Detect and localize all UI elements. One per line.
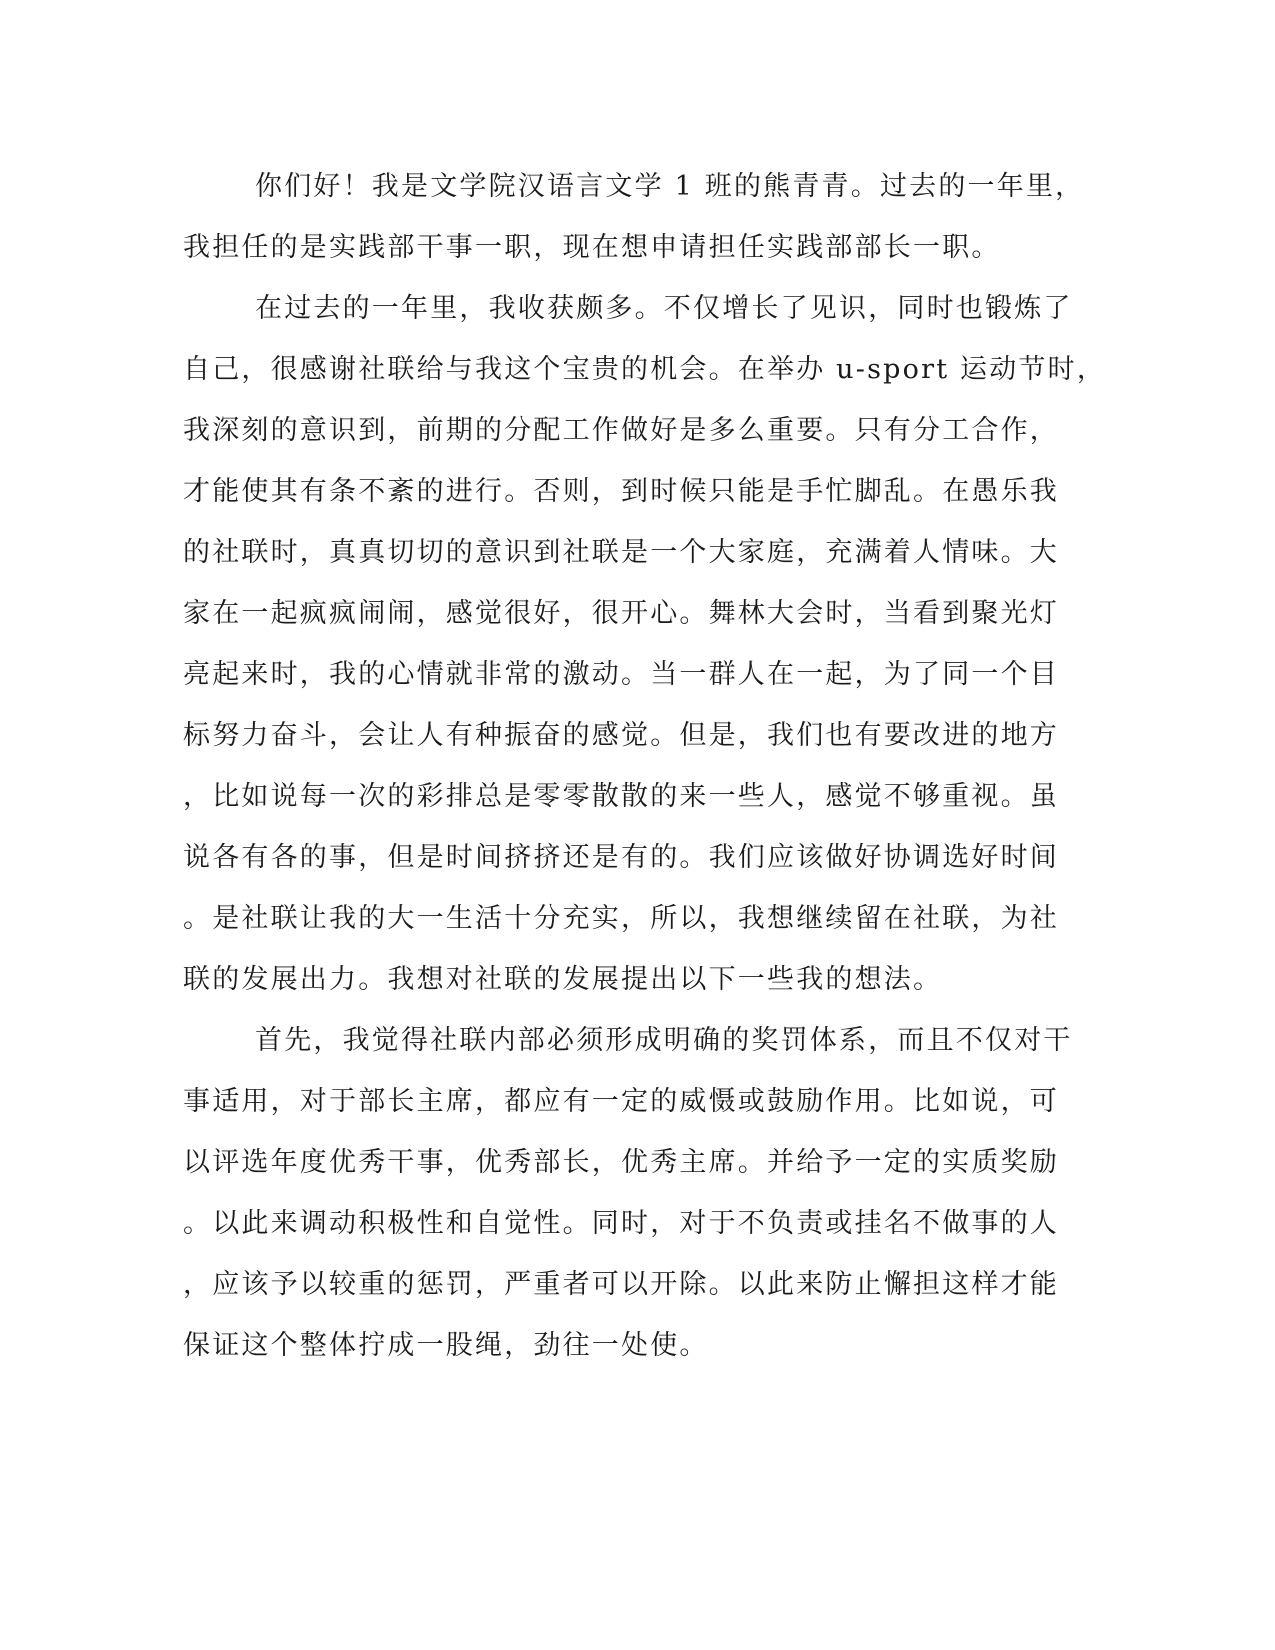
text-line: 我深刻的意识到，前期的分配工作做好是多么重要。只有分工合作， xyxy=(183,415,1059,446)
text-line: 联的发展出力。我想对社联的发展提出以下一些我的想法。 xyxy=(183,964,943,995)
paragraph-experience xyxy=(183,278,1107,1010)
text-line: ，比如说每一次的彩排总是零零散散的来一些人，感觉不够重视。虽 xyxy=(183,781,1059,812)
text-line: 的社联时，真真切切的意识到社联是一个大家庭，充满着人情味。大 xyxy=(183,537,1059,568)
text-line: 说各有各的事，但是时间挤挤还是有的。我们应该做好协调选好时间 xyxy=(183,842,1059,873)
text-line: 家在一起疯疯闹闹，感觉很好，很开心。舞林大会时，当看到聚光灯 xyxy=(183,598,1059,629)
text-line: 才能使其有条不紊的进行。否则，到时候只能是手忙脚乱。在愚乐我 xyxy=(183,476,1059,507)
text-line: 以评选年度优秀干事，优秀部长，优秀主席。并给予一定的实质奖励 xyxy=(183,1147,1059,1178)
text-line: 。以此来调动积极性和自觉性。同时，对于不负责或挂名不做事的人 xyxy=(183,1208,1059,1239)
text-line: 事适用，对于部长主席，都应有一定的威慑或鼓励作用。比如说，可 xyxy=(183,1086,1059,1117)
text-line: 你们好！我是文学院汉语言文学 1 班的熊青青。过去的一年里， xyxy=(255,171,1085,202)
text-line: 我担任的是实践部干事一职，现在想申请担任实践部部长一职。 xyxy=(183,232,1001,263)
text-line: 在过去的一年里，我收获颇多。不仅增长了见识，同时也锻炼了 xyxy=(255,293,1073,324)
text-line: 保证这个整体拧成一股绳，劲往一处使。 xyxy=(183,1330,709,1361)
text-line: 自己，很感谢社联给与我这个宝贵的机会。在举办 u-sport 运动节时， xyxy=(183,354,1107,385)
text-line: 亮起来时，我的心情就非常的激动。当一群人在一起，为了同一个目 xyxy=(183,659,1059,690)
paragraph-greeting xyxy=(183,156,1085,278)
text-line: ，应该予以较重的惩罚，严重者可以开除。以此来防止懈担这样才能 xyxy=(183,1269,1059,1300)
paragraph-proposal xyxy=(183,1010,1073,1376)
text-line: 标努力奋斗，会让人有种振奋的感觉。但是，我们也有要改进的地方 xyxy=(183,720,1059,751)
text-line: 首先，我觉得社联内部必须形成明确的奖罚体系，而且不仅对干 xyxy=(255,1025,1073,1056)
document-body xyxy=(183,156,1107,1376)
text-line: 。是社联让我的大一生活十分充实，所以，我想继续留在社联，为社 xyxy=(183,903,1059,934)
